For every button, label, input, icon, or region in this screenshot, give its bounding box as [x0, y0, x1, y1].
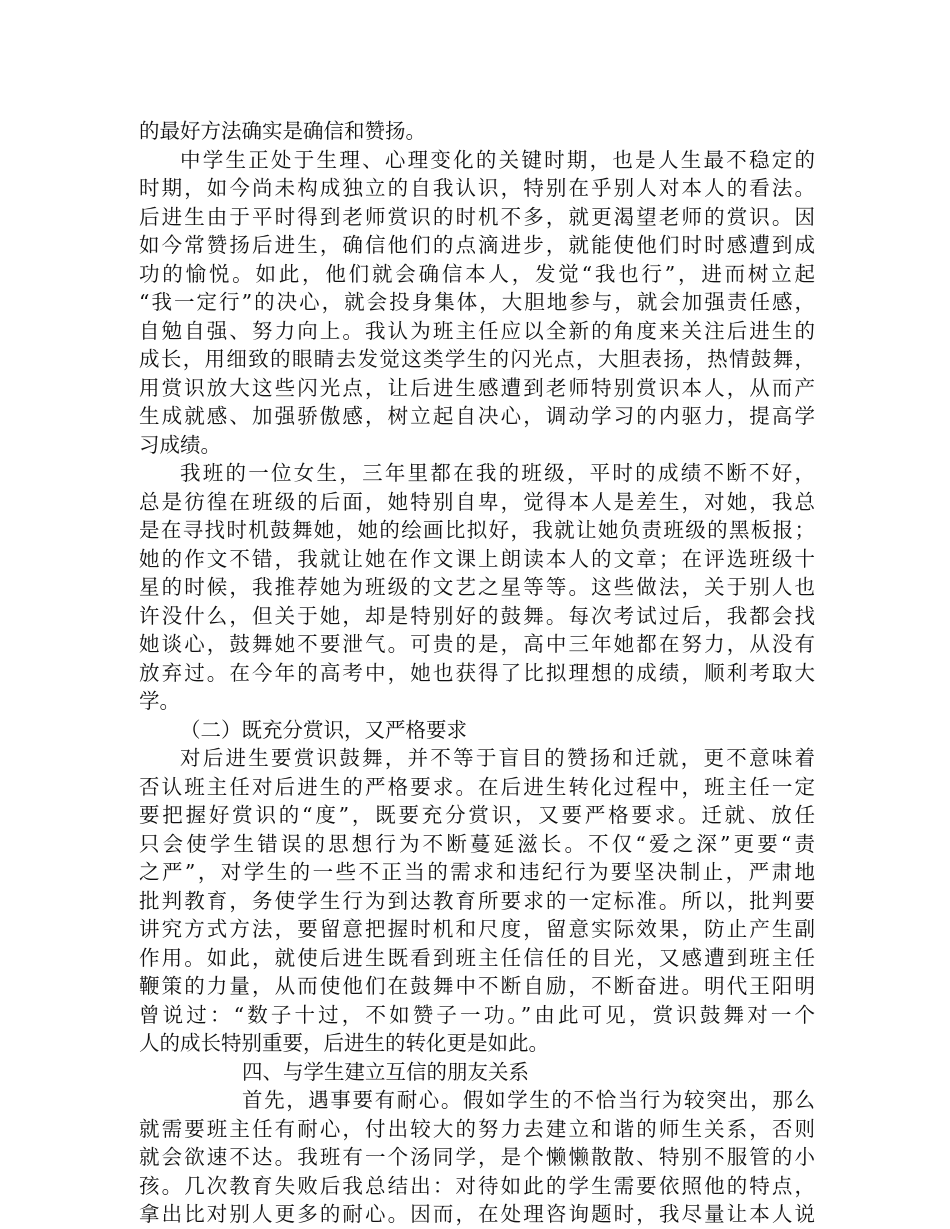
text-line: 生成就感、加强骄傲感，树立起自决心，调动学习的内驱力，提高学 — [139, 404, 815, 428]
text-line: 自勉自强、努力向上。我认为班主任应以全新的角度来关注后进生的 — [139, 318, 815, 343]
text-line: 我班的一位女生，三年里都在我的班级，平时的成绩不断不好， — [180, 461, 815, 485]
text-line: 中学生正处于生理、心理变化的关键时期，也是人生最不稳定的 — [180, 147, 815, 172]
text-line: “我一定行”的决心，就会投身集体，大胆地参与，就会加强责任感， — [139, 290, 815, 314]
text-line: 时期，如今尚未构成独立的自我认识，特别在乎别人对本人的看法。 — [139, 176, 815, 200]
text-line: 否认班主任对后进生的严格要求。在后进生转化过程中，班主任一定 — [139, 774, 815, 799]
text-line: 批判教育，务使学生行为到达教育所要求的一定标准。所以，批判要 — [139, 888, 815, 913]
text-line: 习成绩。 — [139, 432, 221, 457]
text-line: 的最好方法确实是确信和赞扬。 — [139, 119, 426, 143]
text-line: 要把握好赏识的“度”，既要充分赏识，又要严格要求。迁就、放任 — [139, 803, 815, 827]
text-line: 如今常赞扬后进生，确信他们的点滴进步，就能使他们时时感遭到成 — [139, 233, 815, 257]
text-line: 之严”，对学生的一些不正当的需求和违纪行为要坚决制止，严肃地 — [139, 860, 815, 884]
paragraph-student-example — [139, 459, 815, 716]
text-line: 讲究方式方法，要留意把握时机和尺度，留意实际效果，防止产生副 — [139, 917, 815, 941]
text-line: 拿出比对别人更多的耐心。因而，在处理咨询题时，我尽量让本人说 — [139, 1202, 815, 1226]
text-line: 学。 — [139, 689, 180, 713]
text-line: 她的作文不错，我就让她在作文课上朗读本人的文章；在评选班级十 — [139, 546, 815, 571]
text-line: 许没什么，但关于她，却是特别好的鼓舞。每次考试过后，我都会找 — [139, 603, 815, 628]
text-line: 就需要班主任有耐心，付出较大的努力去建立和谐的师生关系，否则 — [139, 1116, 815, 1141]
text-line: 用赏识放大这些闪光点，让后进生感遭到老师特别赏识本人，从而产 — [139, 375, 815, 400]
heading-line: 四、与学生建立互信的朋友关系 — [242, 1059, 529, 1084]
text-line: 是在寻找时机鼓舞她，她的绘画比拟好，我就让她负责班级的黑板报； — [139, 518, 815, 542]
text-line: 首先，遇事要有耐心。假如学生的不恰当行为较突出，那么 — [242, 1088, 815, 1112]
text-line: 她谈心，鼓舞她不要泄气。可贵的是，高中三年她都在努力，从没有 — [139, 632, 815, 656]
paragraph-continuation — [139, 117, 815, 146]
text-line: 总是彷徨在班级的后面，她特别自卑，觉得本人是差生，对她，我总 — [139, 489, 815, 514]
section-subheading — [139, 716, 815, 745]
text-line: 放弃过。在今年的高考中，她也获得了比拟理想的成绩，顺利考取大 — [139, 660, 815, 685]
text-line: 鞭策的力量，从而使他们在鼓舞中不断自励，不断奋进。明代王阳明 — [139, 974, 815, 998]
text-line: 功的愉悦。如此，他们就会确信本人，发觉“我也行”，进而树立起 — [139, 261, 815, 286]
text-line: 人的成长特别重要，后进生的转化更是如此。 — [139, 1031, 549, 1055]
text-line: 星的时候，我推荐她为班级的文艺之星等等。这些做法，关于别人也 — [139, 575, 815, 599]
text-line: 作用。如此，就使后进生既看到班主任信任的目光，又感遭到班主任 — [139, 945, 815, 970]
text-line: 后进生由于平时得到老师赏识的时机不多，就更渴望老师的赏识。因 — [139, 204, 815, 229]
document-page — [139, 117, 815, 1229]
subheading-line: （二）既充分赏识，又严格要求 — [180, 717, 467, 742]
text-line: 孩。几次教育失败后我总结出：对待如此的学生需要依照他的特点， — [139, 1173, 815, 1198]
text-line: 只会使学生错误的思想行为不断蔓延滋长。不仅“爱之深”更要“责 — [139, 831, 815, 856]
text-line: 曾说过：“数子十过，不如赞子一功。”由此可见，赏识鼓舞对一个 — [139, 1002, 815, 1027]
text-line: 对后进生要赏识鼓舞，并不等于盲目的赞扬和迁就，更不意味着 — [180, 746, 815, 770]
text-line: 成长，用细致的眼睛去发觉这类学生的闪光点，大胆表扬，热情鼓舞， — [139, 347, 815, 371]
text-line: 就会欲速不达。我班有一个汤同学，是个懒懒散散、特别不服管的小 — [139, 1145, 815, 1169]
paragraph-praise-importance — [139, 146, 815, 460]
paragraph-patience — [139, 1086, 815, 1229]
section-heading — [139, 1058, 815, 1087]
paragraph-strict-requirement — [139, 744, 815, 1058]
